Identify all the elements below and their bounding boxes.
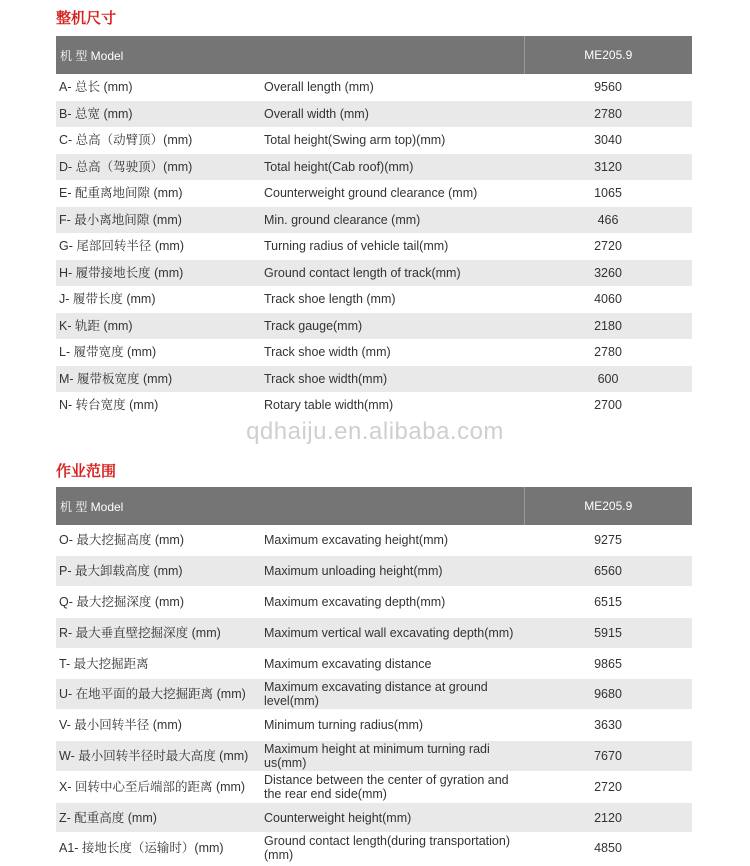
row-label-cn: J- 履带长度 (mm) <box>56 286 258 313</box>
row-value: 5915 <box>524 617 692 648</box>
row-label-en: Maximum height at minimum turning radi us(mm) <box>258 741 524 772</box>
row-value: 2700 <box>524 392 692 419</box>
table-row <box>56 679 692 710</box>
row-label-cn: E- 配重离地间隙 (mm) <box>56 180 258 207</box>
row-label-cn: L- 履带宽度 (mm) <box>56 339 258 366</box>
dimensions-table-body <box>56 74 692 419</box>
working-range-table-body <box>56 525 692 864</box>
table-row <box>56 710 692 741</box>
model-value: ME205.9 <box>524 487 692 525</box>
table-row <box>56 833 692 864</box>
row-value: 6560 <box>524 556 692 587</box>
row-value: 2780 <box>524 101 692 128</box>
row-label-cn: C- 总高（动臂顶）(mm) <box>56 127 258 154</box>
row-label-cn: V- 最小回转半径 (mm) <box>56 710 258 741</box>
row-value: 9560 <box>524 74 692 101</box>
row-label-cn: B- 总宽 (mm) <box>56 101 258 128</box>
row-label-en: Ground contact length of track(mm) <box>258 260 524 287</box>
row-value: 7670 <box>524 741 692 772</box>
table-row <box>56 74 692 101</box>
row-label-cn: A- 总长 (mm) <box>56 74 258 101</box>
row-label-cn: Q- 最大挖掘深度 (mm) <box>56 587 258 618</box>
row-label-en: Track shoe length (mm) <box>258 286 524 313</box>
row-value: 4060 <box>524 286 692 313</box>
section-title-dimensions: 整机尺寸 <box>56 9 117 27</box>
row-label-en: Turning radius of vehicle tail(mm) <box>258 233 524 260</box>
row-label-en: Overall width (mm) <box>258 101 524 128</box>
row-label-en: Track shoe width (mm) <box>258 339 524 366</box>
table-row <box>56 101 692 128</box>
table-row <box>56 260 692 287</box>
row-value: 2120 <box>524 802 692 833</box>
row-label-cn: H- 履带接地长度 (mm) <box>56 260 258 287</box>
row-label-en: Maximum unloading height(mm) <box>258 556 524 587</box>
table-row <box>56 286 692 313</box>
row-label-en: Distance between the center of gyration and the rear end side(mm) <box>258 771 524 802</box>
row-label-en: Overall length (mm) <box>258 74 524 101</box>
table-row <box>56 648 692 679</box>
row-label-en: Counterweight height(mm) <box>258 802 524 833</box>
row-label-cn: M- 履带板宽度 (mm) <box>56 366 258 393</box>
row-label-en: Maximum excavating distance at ground level(mm) <box>258 679 524 710</box>
row-label-cn: U- 在地平面的最大挖掘距离 (mm) <box>56 679 258 710</box>
row-label-en: Maximum excavating height(mm) <box>258 525 524 556</box>
row-value: 4850 <box>524 833 692 864</box>
row-label-cn: O- 最大挖掘高度 (mm) <box>56 525 258 556</box>
row-label-en: Minimum turning radius(mm) <box>258 710 524 741</box>
row-value: 3040 <box>524 127 692 154</box>
table-row <box>56 556 692 587</box>
table-header-row <box>56 36 692 74</box>
row-value: 3260 <box>524 260 692 287</box>
dimensions-table <box>56 36 692 419</box>
table-row <box>56 127 692 154</box>
table-row <box>56 741 692 772</box>
row-label-cn: N- 转台宽度 (mm) <box>56 392 258 419</box>
row-label-en: Counterweight ground clearance (mm) <box>258 180 524 207</box>
row-label-cn: F- 最小离地间隙 (mm) <box>56 207 258 234</box>
row-label-en: Track shoe width(mm) <box>258 366 524 393</box>
table-row <box>56 617 692 648</box>
row-label-en: Track gauge(mm) <box>258 313 524 340</box>
table-row <box>56 233 692 260</box>
row-value: 3630 <box>524 710 692 741</box>
row-label-en: Ground contact length(during transportation)(mm) <box>258 833 524 864</box>
row-label-en: Maximum vertical wall excavating depth(mm) <box>258 617 524 648</box>
row-label-cn: P- 最大卸载高度 (mm) <box>56 556 258 587</box>
row-label-cn: W- 最小回转半径时最大高度 (mm) <box>56 741 258 772</box>
table-row <box>56 392 692 419</box>
row-label-en: Total height(Swing arm top)(mm) <box>258 127 524 154</box>
row-value: 9680 <box>524 679 692 710</box>
row-label-cn: R- 最大垂直壁挖掘深度 (mm) <box>56 617 258 648</box>
row-value: 9865 <box>524 648 692 679</box>
table-row <box>56 207 692 234</box>
table-row <box>56 339 692 366</box>
model-label: 机 型 Model <box>60 48 124 63</box>
row-label-en: Total height(Cab roof)(mm) <box>258 154 524 181</box>
table-row <box>56 771 692 802</box>
section-title-working-range: 作业范围 <box>56 462 117 480</box>
row-label-cn: Z- 配重高度 (mm) <box>56 802 258 833</box>
row-value: 2180 <box>524 313 692 340</box>
row-label-en: Maximum excavating distance <box>258 648 524 679</box>
row-label-en: Min. ground clearance (mm) <box>258 207 524 234</box>
row-label-cn: D- 总高（驾驶顶）(mm) <box>56 154 258 181</box>
row-value: 1065 <box>524 180 692 207</box>
row-label-en: Rotary table width(mm) <box>258 392 524 419</box>
table-row <box>56 154 692 181</box>
row-value: 466 <box>524 207 692 234</box>
row-label-cn: K- 轨距 (mm) <box>56 313 258 340</box>
row-label-cn: G- 尾部回转半径 (mm) <box>56 233 258 260</box>
table-row <box>56 525 692 556</box>
watermark: qdhaiju.en.alibaba.com <box>246 418 504 445</box>
model-label: 机 型 Model <box>60 499 124 514</box>
table-row <box>56 180 692 207</box>
table-header-row <box>56 487 692 525</box>
row-label-cn: T- 最大挖掘距离 <box>56 648 258 679</box>
row-value: 2780 <box>524 339 692 366</box>
working-range-table <box>56 487 692 864</box>
table-row <box>56 366 692 393</box>
row-label-cn: X- 回转中心至后端部的距离 (mm) <box>56 771 258 802</box>
table-row <box>56 802 692 833</box>
row-value: 2720 <box>524 233 692 260</box>
table-row <box>56 587 692 618</box>
row-value: 600 <box>524 366 692 393</box>
row-label-cn: A1- 接地长度（运输时）(mm) <box>56 833 258 864</box>
row-label-en: Maximum excavating depth(mm) <box>258 587 524 618</box>
row-value: 3120 <box>524 154 692 181</box>
table-row <box>56 313 692 340</box>
row-value: 6515 <box>524 587 692 618</box>
row-value: 2720 <box>524 771 692 802</box>
row-value: 9275 <box>524 525 692 556</box>
model-value: ME205.9 <box>524 36 692 74</box>
